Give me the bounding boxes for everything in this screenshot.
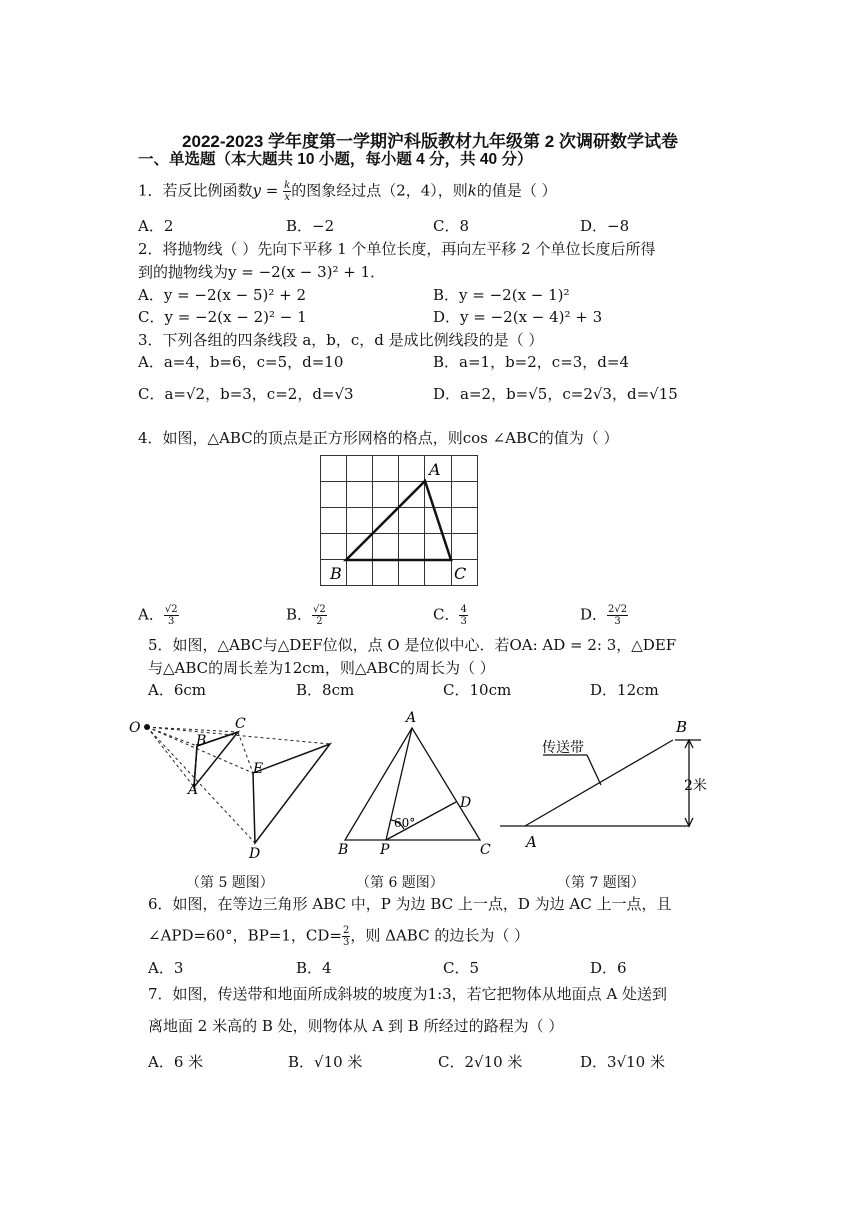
vertex-label-c: C (454, 564, 467, 583)
q4-option-a: A． $\frac{√2}{3}$ (138, 604, 178, 627)
q5-option-d: D．12cm (590, 681, 659, 699)
q4-option-d: D． $\frac{2√2}{3}$ (580, 604, 628, 627)
q6-option-d: D．6 (590, 959, 627, 977)
q7-option-b: B．√10 米 (288, 1053, 363, 1071)
q5-option-a: A．6cm (148, 681, 207, 699)
q5-option-b: B．8cm (296, 681, 355, 699)
q2-option-d: D．y = −2(x − 4)² + 3 (433, 308, 603, 326)
conveyor-label: 传送带 (542, 740, 584, 756)
q1-option-b: B．−2 (286, 217, 335, 235)
q6-option-c: C．5 (443, 959, 480, 977)
q7-conveyor-figure (495, 712, 725, 857)
question-2-line2: 到的抛物线为y = −2(x − 3)² + 1． (138, 263, 386, 281)
section-heading: 一、单选题（本大题共 10 小题，每小题 4 分，共 40 分） (138, 151, 533, 168)
q3-option-a: A．a=4，b=6，c=5，d=10 (138, 353, 344, 371)
q6-option-a: A．3 (148, 959, 184, 977)
q1-option-d: D．−8 (580, 217, 630, 235)
q4-option-b: B． $\frac{√2}{2}$ (286, 604, 326, 627)
vertex-label-a: A (429, 460, 441, 479)
q3-option-d: D．a=2，b=√5，c=2√3，d=√15 (433, 385, 678, 403)
point-label-b: B (196, 733, 207, 749)
q2-option-c: C．y = −2(x − 2)² − 1 (138, 308, 307, 326)
point-label-e: E (253, 761, 264, 777)
q7-option-d: D．3√10 米 (580, 1053, 665, 1071)
q3-option-b: B．a=1，b=2，c=3，d=4 (433, 353, 630, 371)
fraction: $\frac{k}{x}$ (284, 180, 291, 203)
point-label-a: A (526, 833, 537, 851)
point-label-d: D (249, 846, 261, 862)
q4-grid-figure (320, 455, 480, 590)
q6-option-b: B．4 (296, 959, 332, 977)
question-7-line2: 离地面 2 米高的 B 处，则物体从 A 到 B 所经过的路程为（ ） (148, 1017, 564, 1035)
height-label: 2米 (684, 778, 707, 794)
q5-option-c: C．10cm (443, 681, 512, 699)
q2-option-b: B．y = −2(x − 1)² (433, 286, 570, 304)
figure-6-caption: （第 6 题图） (356, 875, 444, 891)
point-label-o: O (129, 720, 141, 736)
question-7-line1: 7．如图，传送带和地面所成斜坡的坡度为1:3，若它把物体从地面点 A 处送到 (148, 985, 668, 1003)
question-1-stem: 1．若反比例函数y = $\frac{k}{x}$ 的图象经过点（2，4），则k的值是（ ） (138, 180, 557, 203)
q7-option-a: A．6 米 (148, 1053, 204, 1071)
vertex-label-b: B (330, 564, 342, 583)
figure-5-caption: （第 5 题图） (186, 875, 274, 891)
q7-option-c: C．2√10 米 (438, 1053, 523, 1071)
figure-7-caption: （第 7 题图） (557, 875, 645, 891)
question-4-stem: 4．如图，△ABC的顶点是正方形网格的格点，则cos ∠ABC的值为（ ） (138, 429, 619, 447)
angle-label: 60° (394, 816, 416, 830)
question-6-line1: 6．如图，在等边三角形 ABC 中，P 为边 BC 上一点，D 为边 AC 上一点，且 (148, 895, 672, 913)
q6-equilateral-figure (330, 710, 500, 860)
point-label-p: P (380, 842, 390, 858)
q1-option-a: A．2 (138, 217, 174, 235)
exam-title: 2022-2023 学年度第一学期沪科版教材九年级第 2 次调研数学试卷 (182, 132, 678, 151)
q1-option-c: C．8 (433, 217, 470, 235)
point-label-d: D (460, 795, 472, 811)
q2-option-a: A．y = −2(x − 5)² + 2 (138, 286, 306, 304)
point-label-b: B (676, 718, 688, 736)
question-5-line2: 与△ABC的周长差为12cm，则△ABC的周长为（ ） (148, 659, 495, 677)
q5-homothety-figure (125, 712, 340, 862)
point-label-c: C (480, 842, 491, 858)
q4-option-c: C． $\frac{4}{3}$ (433, 604, 467, 627)
question-2-line1: 2．将抛物线（ ）先向下平移 1 个单位长度，再向左平移 2 个单位长度后所得 (138, 240, 656, 258)
point-label-c: C (235, 716, 246, 732)
question-3-stem: 3．下列各组的四条线段 a，b，c，d 是成比例线段的是（ ） (138, 331, 544, 349)
question-6-line2: ∠APD=60°，BP=1，CD= $\frac{2}{3}$ ，则 ΔABC 的边长为（ ） (148, 925, 530, 948)
point-label-b: B (338, 842, 349, 858)
question-5-line1: 5．如图，△ABC与△DEF位似，点 O 是位似中心．若OA: AD = 2: 3，△DEF (148, 636, 677, 654)
point-label-a: A (406, 710, 417, 726)
point-label-a: A (188, 782, 199, 798)
q3-option-c: C．a=√2，b=3，c=2，d=√3 (138, 385, 354, 403)
